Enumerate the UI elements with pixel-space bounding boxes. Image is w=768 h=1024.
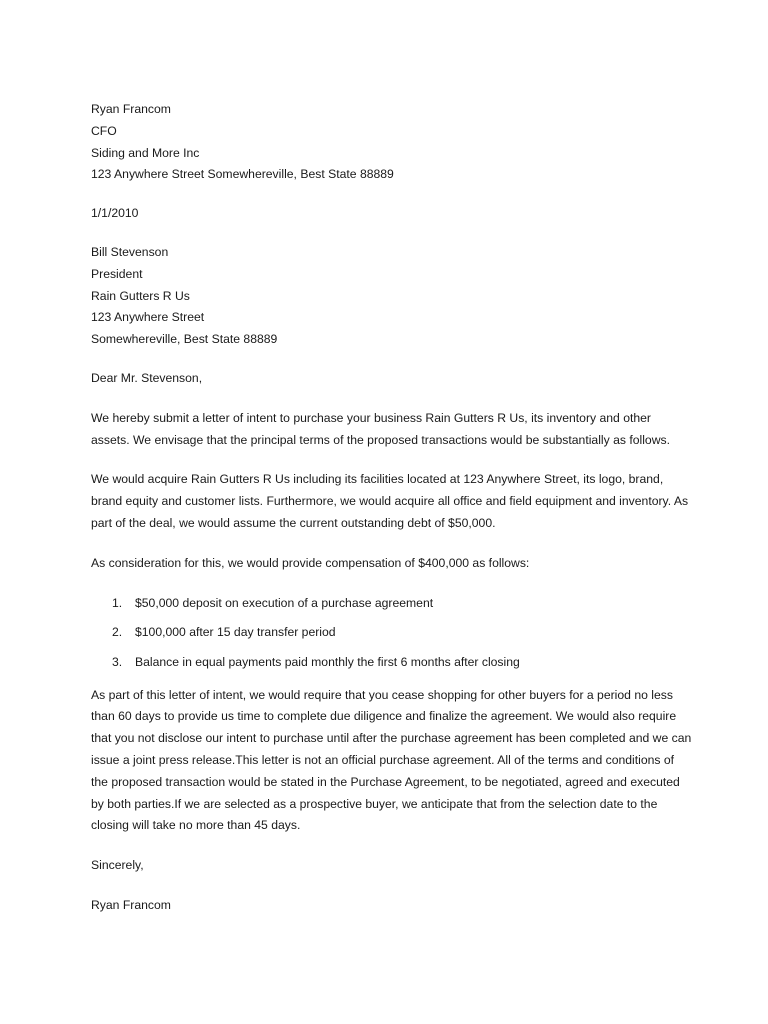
sender-company: Siding and More Inc [91,145,200,160]
paragraph-line: issue a joint press release.This letter is not an official purchase agreement. All of the terms and conditions of [91,752,675,767]
recipient-block [91,242,691,351]
list-item-text: $50,000 deposit on execution of a purchase agreement [135,595,434,610]
sender-block [91,99,691,186]
signature-name: Ryan Francom [91,897,171,912]
list-item-text: Balance in equal payments paid monthly the first 6 months after closing [135,654,520,669]
paragraph-acquisition [91,469,691,534]
list-item [91,622,691,644]
list-item-text: $100,000 after 15 day transfer period [135,625,336,640]
closing: Sincerely, [91,858,144,873]
closing-block [91,855,691,877]
date-block [91,203,691,225]
letter-date: 1/1/2010 [91,206,139,221]
paragraph-line: We would acquire Rain Gutters R Us including its facilities located at 123 Anywhere Street, its logo, brand, [91,472,664,487]
recipient-company: Rain Gutters R Us [91,288,190,303]
paragraph-terms [91,685,691,838]
signature-block [91,895,691,917]
paragraph-consideration [91,553,691,575]
recipient-name: Bill Stevenson [91,244,169,259]
sender-title: CFO [91,123,117,138]
list-item-number: 3. [112,654,123,669]
recipient-city-line: Somewhereville, Best State 88889 [91,332,278,347]
sender-name: Ryan Francom [91,102,171,116]
salutation: Dear Mr. Stevenson, [91,370,203,385]
paragraph-line: than 60 days to provide us time to complete due diligence and finalize the agreement. We would also require [91,709,677,724]
paragraph-line: assets. We envisage that the principal terms of the proposed transactions would be substantially as follows. [91,432,670,447]
list-item-number: 2. [112,625,123,640]
salutation-block [91,368,691,390]
paragraph-line: part of the deal, we would assume the current outstanding debt of $50,000. [91,515,496,530]
list-item [91,593,691,615]
paragraph-line: We hereby submit a letter of intent to purchase your business Rain Gutters R Us, its inventory and other [91,410,651,425]
letter-page [91,99,691,917]
paragraph-line: As part of this letter of intent, we would require that you cease shopping for other buyers for a period no less [91,687,673,702]
list-item [91,652,691,674]
paragraph-line: that you not disclose our intent to purchase until after the purchase agreement has been completed and we can [91,731,692,746]
recipient-title: President [91,266,143,281]
paragraph-line: As consideration for this, we would provide compensation of $400,000 as follows: [91,555,530,570]
paragraph-line: the proposed transaction would be stated in the Purchase Agreement, to be negotiated, agreed and executed [91,774,680,789]
recipient-street: 123 Anywhere Street [91,310,205,325]
payment-list [91,593,691,674]
list-item-number: 1. [112,595,123,610]
paragraph-intent [91,408,691,452]
paragraph-line: brand equity and customer lists. Furthermore, we would acquire all office and field equipment and inventory. As [91,494,689,509]
sender-address: 123 Anywhere Street Somewhereville, Best State 88889 [91,167,394,182]
paragraph-line: closing will take no more than 45 days. [91,818,301,833]
paragraph-line: by both parties.If we are selected as a prospective buyer, we anticipate that from the selection date to the [91,796,658,811]
